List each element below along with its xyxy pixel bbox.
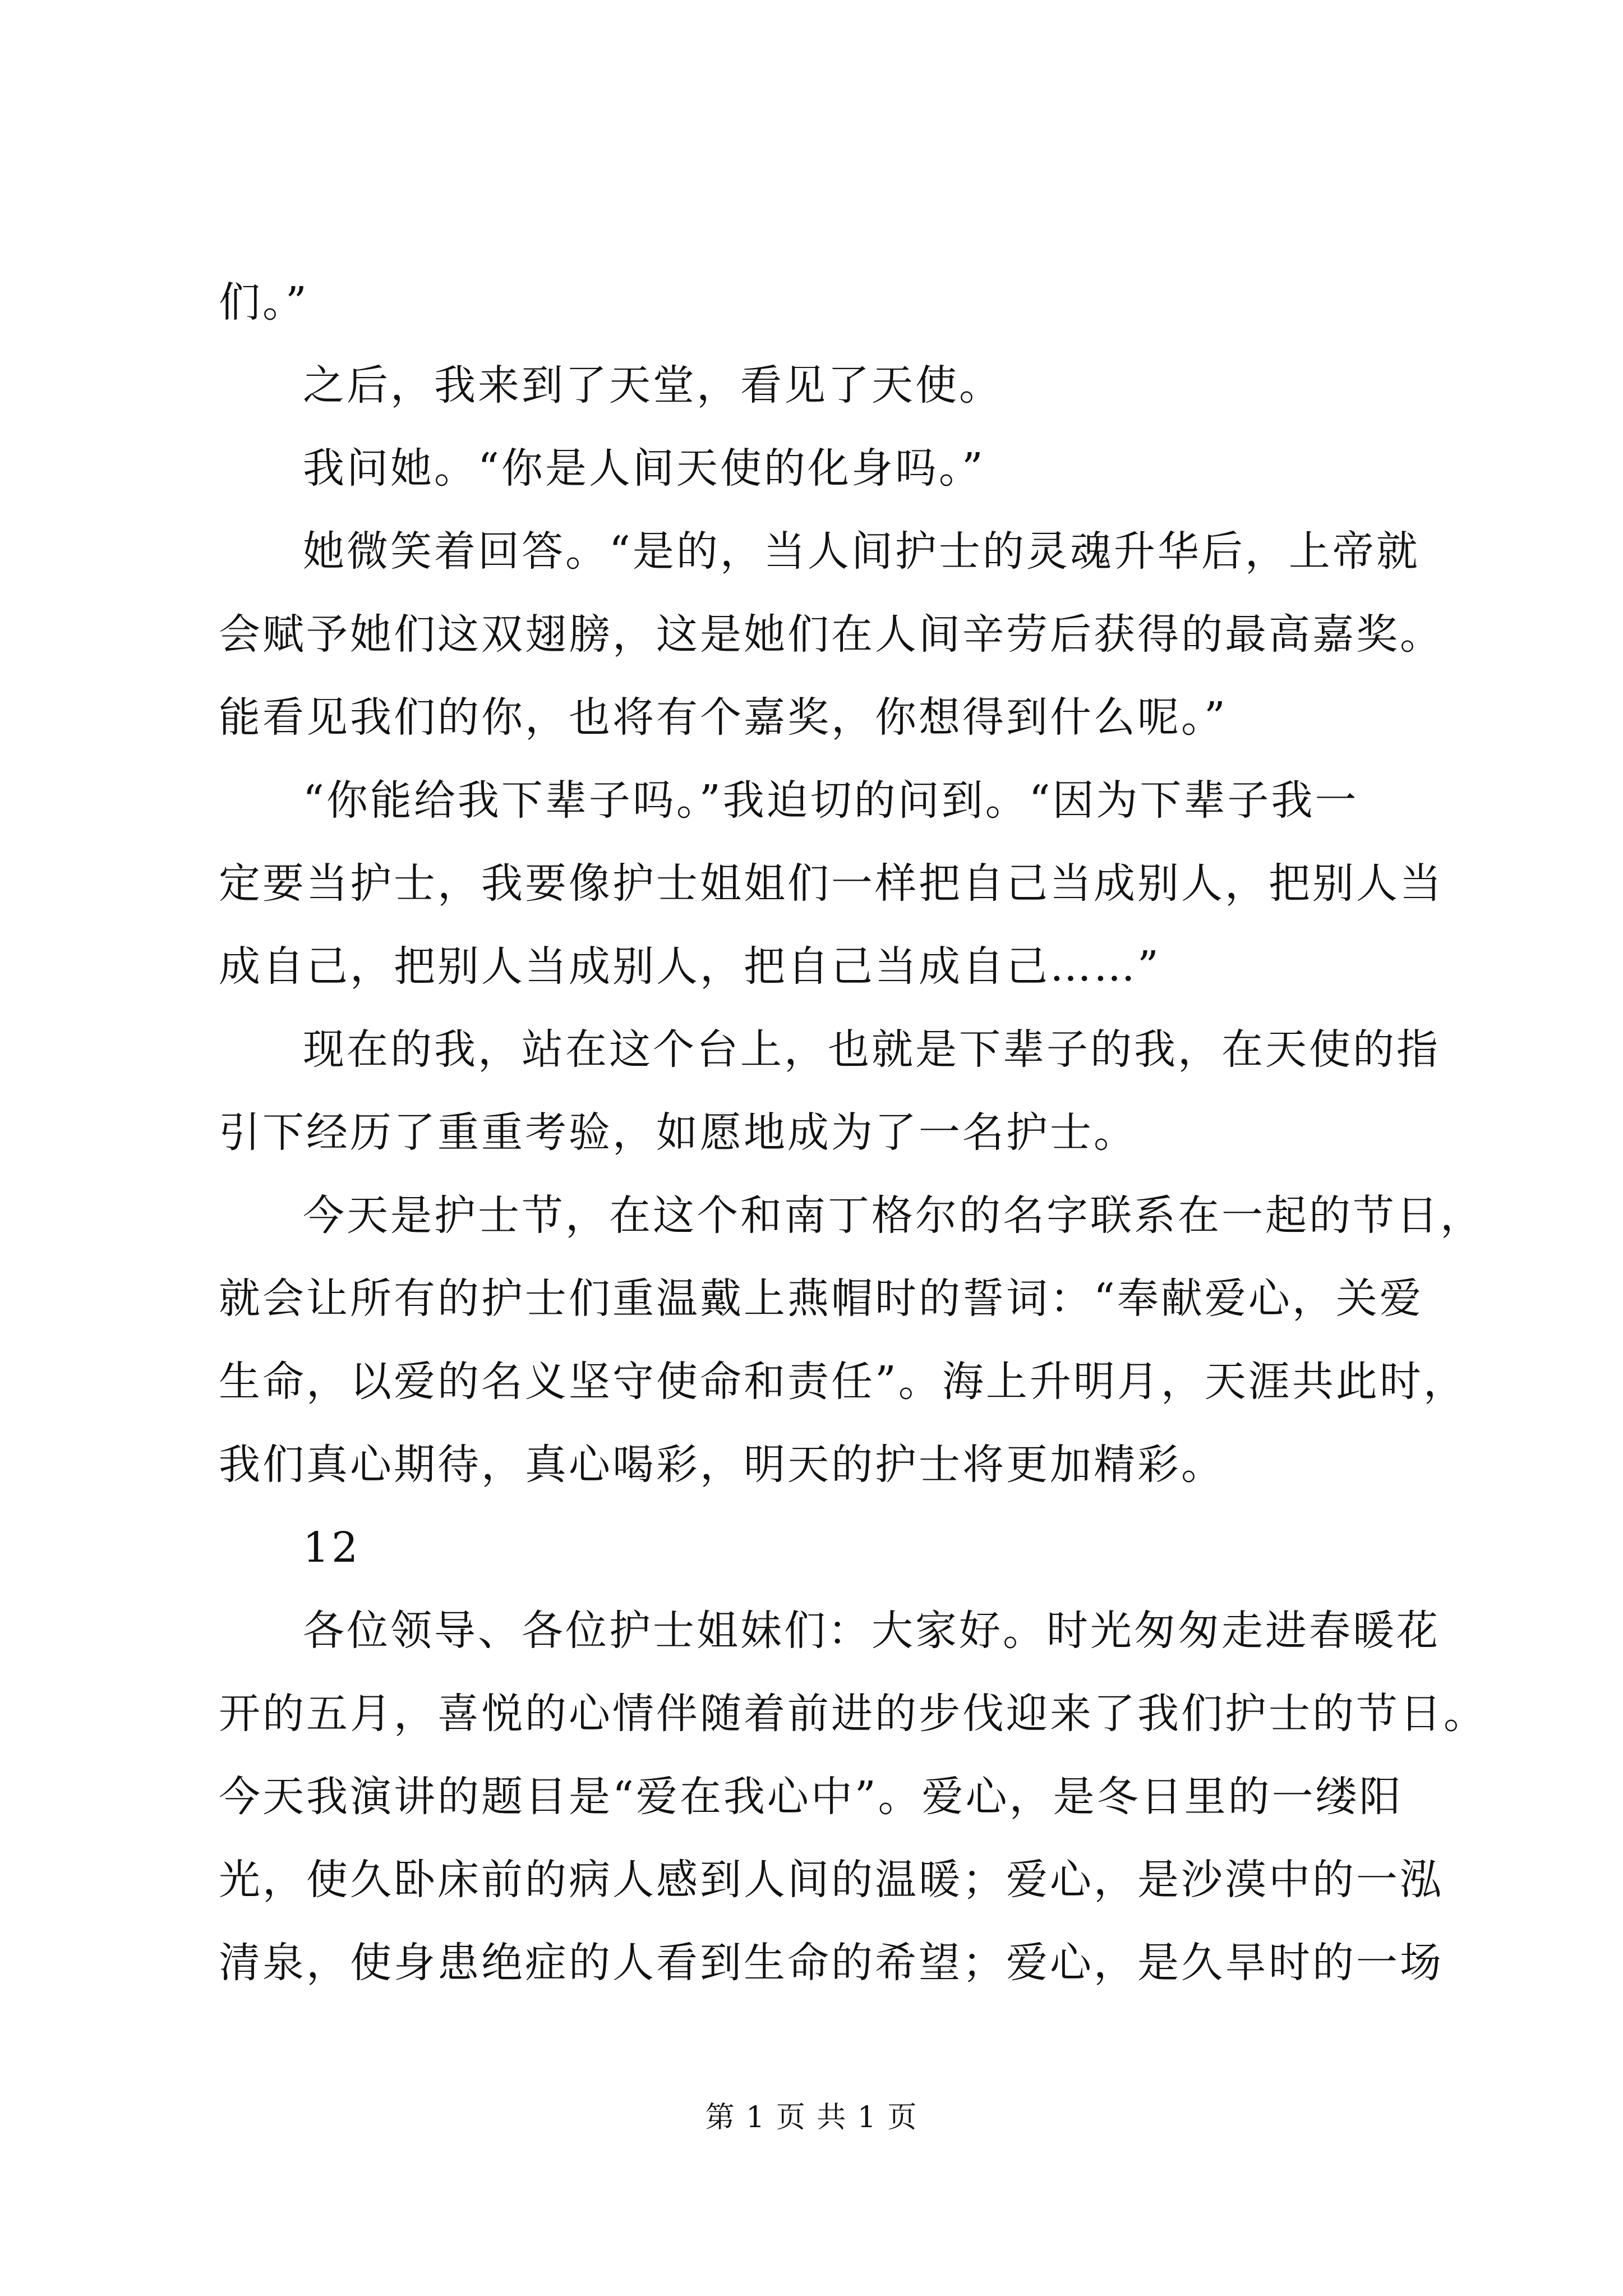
text-line: 们。” bbox=[219, 278, 309, 326]
text-line: 今天我演讲的题目是“爱在我心中”。爱心，是冬日里的一缕阳 bbox=[219, 1773, 1403, 1821]
text-line: 引下经历了重重考验，如愿地成为了一名护士。 bbox=[219, 1108, 1137, 1157]
paragraph-line: 现在的我，站在这个台上，也就是下辈子的我，在天使的指 bbox=[303, 1025, 1440, 1074]
text-line: 会赋予她们这双翅膀，这是她们在人间辛劳后获得的最高嘉奖。 bbox=[219, 610, 1444, 659]
paragraph-line: “你能给我下辈子吗。”我迫切的问到。“因为下辈子我一 bbox=[303, 776, 1359, 825]
section-number: 12 bbox=[303, 1524, 361, 1572]
paragraph-line: 我问她。“你是人间天使的化身吗。” bbox=[303, 444, 985, 493]
text-line: 能看见我们的你，也将有个嘉奖，你想得到什么呢。” bbox=[219, 693, 1228, 742]
paragraph-line: 各位领导、各位护士姐妹们：大家好。时光匆匆走进春暖花 bbox=[303, 1607, 1440, 1655]
text-line: 就会让所有的护士们重温戴上燕帽时的誓词：“奉献爱心，关爱 bbox=[219, 1274, 1423, 1323]
text-line: 生命，以爱的名义坚守使命和责任”。海上升明月，天涯共此时， bbox=[219, 1358, 1467, 1406]
text-line: 定要当护士，我要像护士姐姐们一样把自己当成别人，把别人当 bbox=[219, 859, 1444, 908]
paragraph-line: 之后，我来到了天堂，看见了天使。 bbox=[303, 361, 1003, 409]
paragraph-line: 她微笑着回答。“是的，当人间护士的灵魂升华后，上帝就 bbox=[303, 527, 1420, 576]
text-line: 清泉，使身患绝症的人看到生命的希望；爱心，是久旱时的一场 bbox=[219, 1939, 1444, 1987]
text-line: 开的五月，喜悦的心情伴随着前进的步伐迎来了我们护士的节日。 bbox=[219, 1690, 1487, 1738]
text-line: 我们真心期待，真心喝彩，明天的护士将更加精彩。 bbox=[219, 1441, 1225, 1489]
page-footer bbox=[0, 2098, 1623, 2137]
document-body bbox=[219, 261, 1487, 2004]
text-line: 光，使久卧床前的病人感到人间的温暖；爱心，是沙漠中的一泓 bbox=[219, 1856, 1444, 1904]
paragraph-line: 今天是护士节，在这个和南丁格尔的名字联系在一起的节日， bbox=[303, 1191, 1484, 1240]
page-number: 第 1 页 共 1 页 bbox=[705, 2101, 918, 2134]
text-line: 成自己，把别人当成别人，把自己当成自己……” bbox=[219, 942, 1161, 991]
